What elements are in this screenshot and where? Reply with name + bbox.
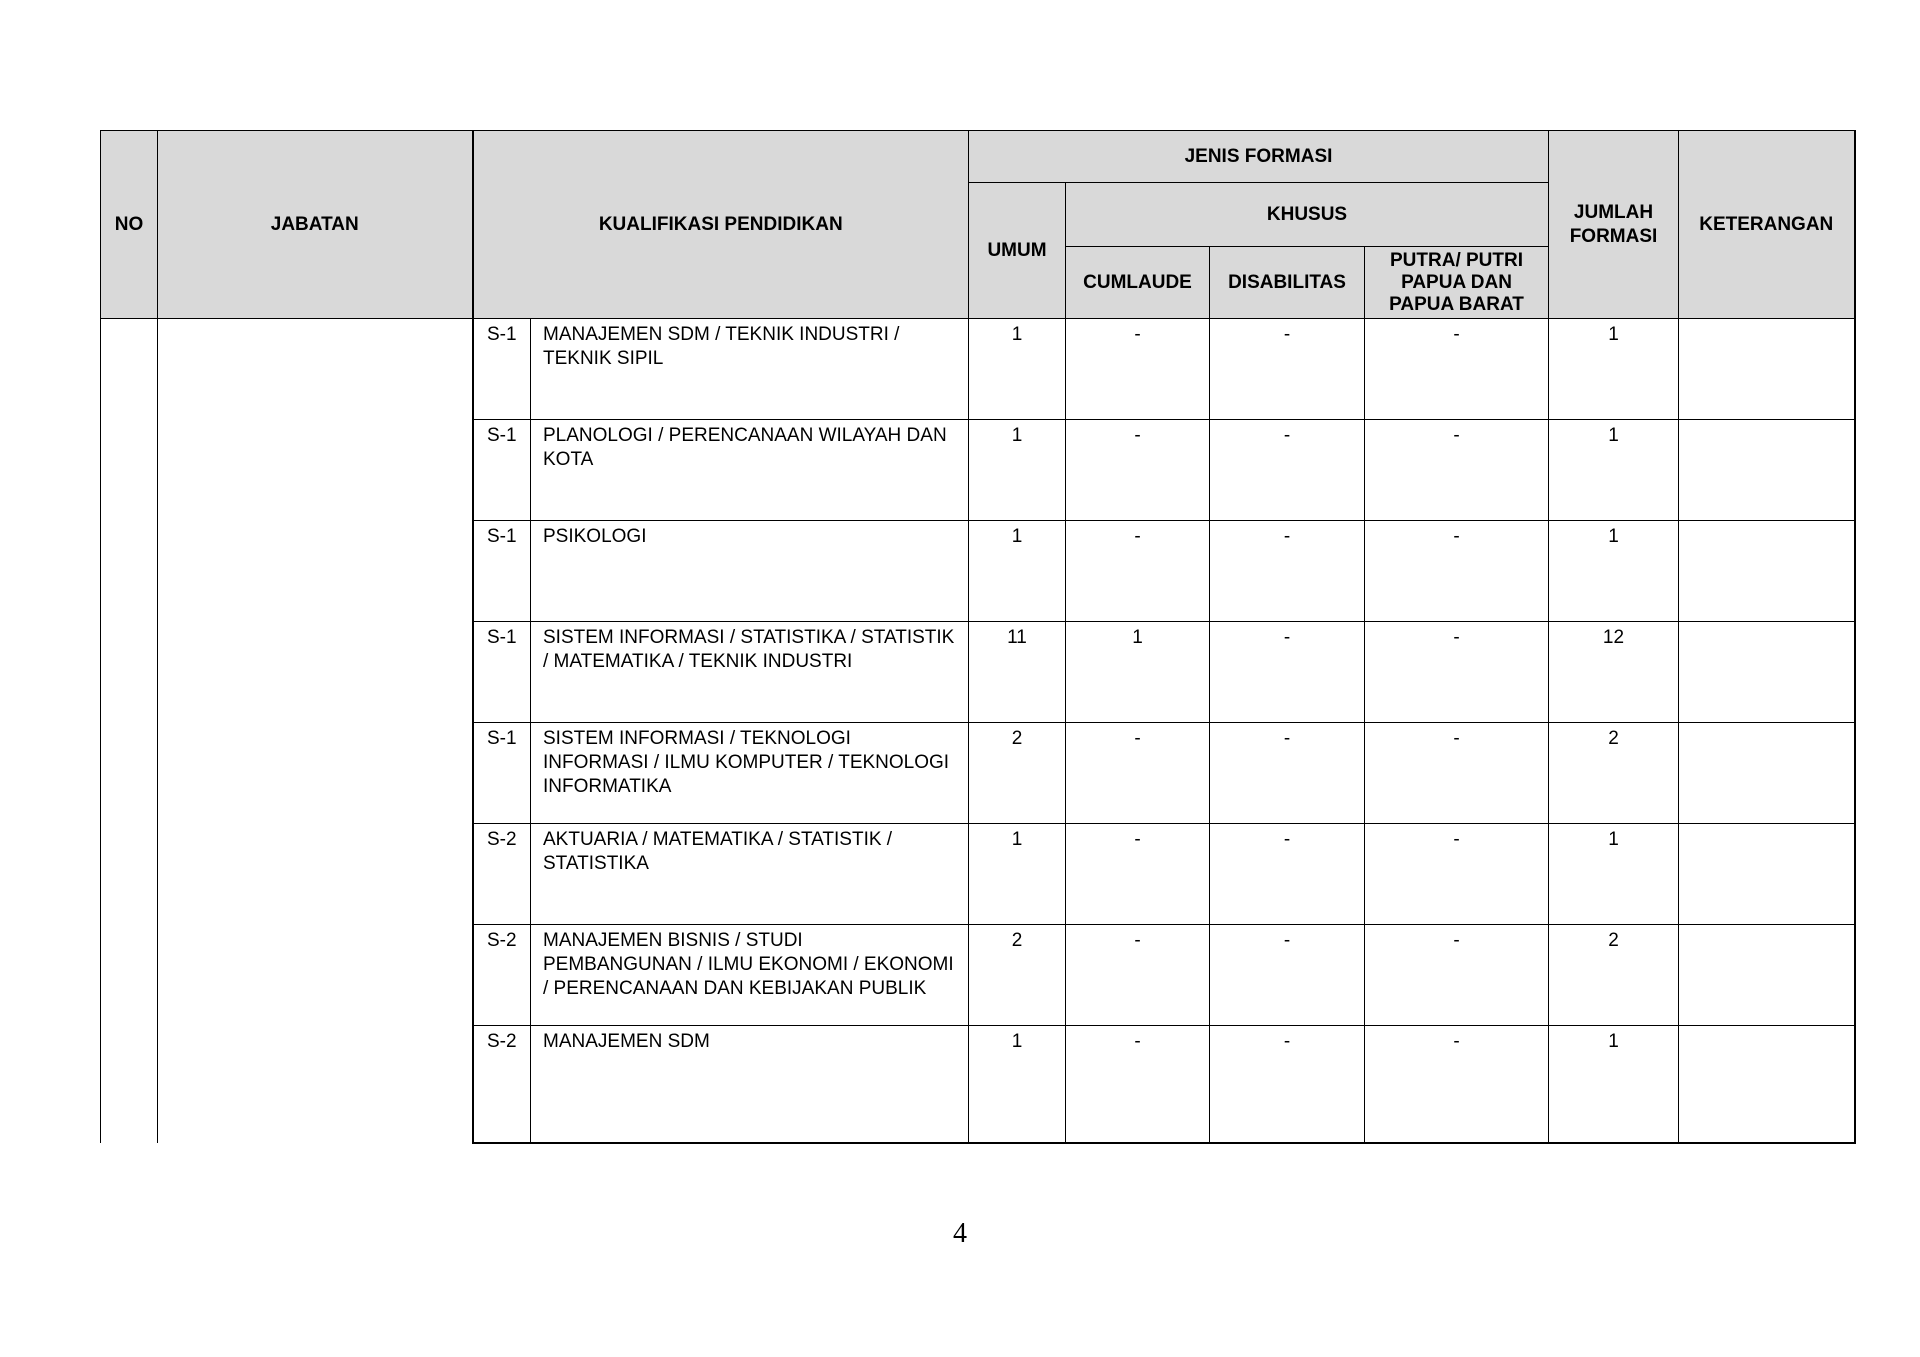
cell-putra: - (1365, 420, 1549, 521)
cell-putra: - (1365, 824, 1549, 925)
cell-keterangan (1679, 521, 1855, 622)
cell-level: S-1 (473, 622, 531, 723)
header-putra-line3: PAPUA BARAT (1389, 293, 1524, 315)
header-jumlah-line2: FORMASI (1569, 225, 1658, 247)
cell-umum: 2 (969, 723, 1066, 824)
cell-putra: - (1365, 319, 1549, 420)
header-disabilitas: DISABILITAS (1210, 247, 1365, 319)
cell-no (101, 824, 158, 925)
cell-program: MANAJEMEN SDM / TEKNIK INDUSTRI / TEKNIK SIPIL (531, 319, 969, 420)
cell-keterangan (1679, 420, 1855, 521)
cell-level: S-2 (473, 925, 531, 1026)
cell-umum: 1 (969, 420, 1066, 521)
table-row (101, 723, 1855, 824)
cell-putra: - (1365, 925, 1549, 1026)
table-row (101, 824, 1855, 925)
header-putra-line1: PUTRA/ PUTRI (1390, 249, 1523, 271)
cell-jabatan (158, 723, 473, 824)
cell-program: PLANOLOGI / PERENCANAAN WILAYAH DAN KOTA (531, 420, 969, 521)
cell-level: S-1 (473, 319, 531, 420)
cell-no (101, 521, 158, 622)
cell-no (101, 723, 158, 824)
table-row (101, 521, 1855, 622)
cell-jumlah: 2 (1549, 723, 1679, 824)
table-row (101, 622, 1855, 723)
cell-keterangan (1679, 1026, 1855, 1143)
cell-disabilitas: - (1210, 925, 1365, 1026)
cell-disabilitas: - (1210, 319, 1365, 420)
cell-cumlaude: - (1066, 319, 1210, 420)
cell-jumlah: 1 (1549, 824, 1679, 925)
cell-keterangan (1679, 622, 1855, 723)
cell-no (101, 319, 158, 420)
cell-jabatan (158, 1026, 473, 1143)
table-row (101, 420, 1855, 521)
header-khusus: KHUSUS (1066, 183, 1549, 247)
cell-jabatan (158, 925, 473, 1026)
cell-keterangan (1679, 925, 1855, 1026)
cell-jumlah: 12 (1549, 622, 1679, 723)
table-row (101, 319, 1855, 420)
cell-no (101, 1026, 158, 1143)
cell-keterangan (1679, 723, 1855, 824)
formasi-table (100, 130, 1856, 1144)
cell-umum: 1 (969, 319, 1066, 420)
cell-level: S-1 (473, 420, 531, 521)
cell-jumlah: 1 (1549, 521, 1679, 622)
cell-jumlah: 1 (1549, 1026, 1679, 1143)
cell-putra: - (1365, 723, 1549, 824)
header-no: NO (101, 131, 158, 319)
header-keterangan: KETERANGAN (1679, 131, 1855, 319)
header-cumlaude: CUMLAUDE (1066, 247, 1210, 319)
header-umum: UMUM (969, 183, 1066, 319)
cell-level: S-2 (473, 824, 531, 925)
header-putra-line2: PAPUA DAN (1401, 271, 1512, 293)
cell-program: PSIKOLOGI (531, 521, 969, 622)
cell-cumlaude: - (1066, 824, 1210, 925)
table-row (101, 925, 1855, 1026)
cell-program: MANAJEMEN SDM (531, 1026, 969, 1143)
cell-disabilitas: - (1210, 521, 1365, 622)
cell-keterangan (1679, 824, 1855, 925)
table-row (101, 1026, 1855, 1143)
formasi-table-wrapper (100, 130, 1856, 1144)
cell-cumlaude: 1 (1066, 622, 1210, 723)
cell-putra: - (1365, 1026, 1549, 1143)
cell-putra: - (1365, 622, 1549, 723)
cell-disabilitas: - (1210, 1026, 1365, 1143)
cell-jumlah: 1 (1549, 319, 1679, 420)
cell-program: SISTEM INFORMASI / TEKNOLOGI INFORMASI / ILMU KOMPUTER / TEKNOLOGI INFORMATIKA (531, 723, 969, 824)
cell-level: S-1 (473, 521, 531, 622)
cell-disabilitas: - (1210, 622, 1365, 723)
page-number: 4 (953, 1218, 967, 1249)
cell-cumlaude: - (1066, 521, 1210, 622)
cell-jabatan (158, 319, 473, 420)
cell-keterangan (1679, 319, 1855, 420)
cell-jumlah: 1 (1549, 420, 1679, 521)
cell-putra: - (1365, 521, 1549, 622)
cell-disabilitas: - (1210, 420, 1365, 521)
cell-jabatan (158, 622, 473, 723)
cell-umum: 2 (969, 925, 1066, 1026)
cell-cumlaude: - (1066, 925, 1210, 1026)
header-jabatan: JABATAN (158, 131, 473, 319)
cell-jabatan (158, 420, 473, 521)
cell-program: SISTEM INFORMASI / STATISTIKA / STATISTIK / MATEMATIKA / TEKNIK INDUSTRI (531, 622, 969, 723)
cell-no (101, 925, 158, 1026)
header-putra-papua (1365, 247, 1549, 319)
cell-level: S-1 (473, 723, 531, 824)
cell-program: AKTUARIA / MATEMATIKA / STATISTIK / STATISTIKA (531, 824, 969, 925)
cell-cumlaude: - (1066, 420, 1210, 521)
cell-program: MANAJEMEN BISNIS / STUDI PEMBANGUNAN / ILMU EKONOMI / EKONOMI / PERENCANAAN DAN KEBIJAKAN PUBLIK (531, 925, 969, 1026)
cell-no (101, 420, 158, 521)
cell-level: S-2 (473, 1026, 531, 1143)
cell-disabilitas: - (1210, 824, 1365, 925)
cell-disabilitas: - (1210, 723, 1365, 824)
cell-umum: 1 (969, 521, 1066, 622)
cell-umum: 1 (969, 824, 1066, 925)
cell-cumlaude: - (1066, 1026, 1210, 1143)
header-jumlah-line1: JUMLAH (1573, 201, 1654, 223)
cell-jabatan (158, 521, 473, 622)
header-jenis-formasi: JENIS FORMASI (969, 131, 1549, 183)
cell-umum: 1 (969, 1026, 1066, 1143)
header-kualifikasi: KUALIFIKASI PENDIDIKAN (473, 131, 969, 319)
cell-jumlah: 2 (1549, 925, 1679, 1026)
cell-no (101, 622, 158, 723)
cell-jabatan (158, 824, 473, 925)
header-jumlah-formasi (1549, 131, 1679, 319)
cell-umum: 11 (969, 622, 1066, 723)
cell-cumlaude: - (1066, 723, 1210, 824)
